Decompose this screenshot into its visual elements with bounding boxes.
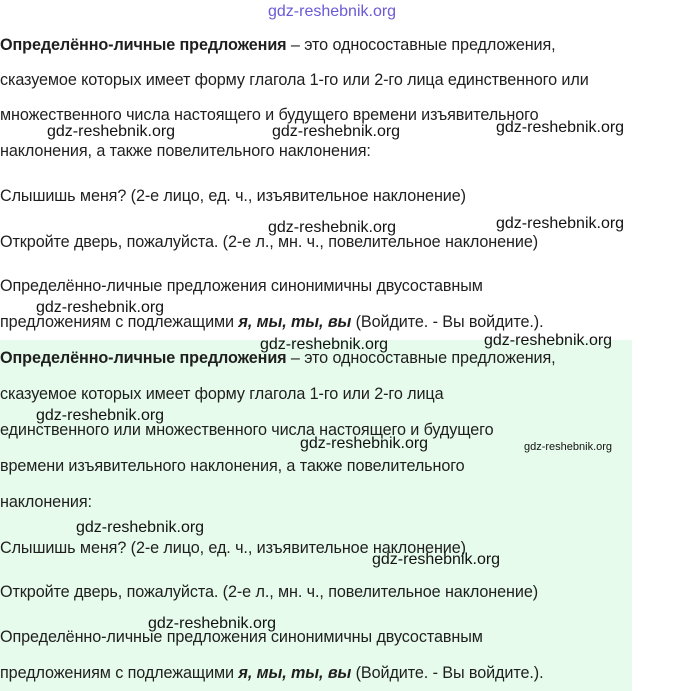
watermark: gdz-reshebnik.org: [496, 119, 625, 136]
pronouns: я, мы, ты, вы: [238, 313, 352, 331]
example-2: Откройте дверь, пожалуйста. (2-е л., мн. ч., повелительное наклонение): [0, 233, 539, 251]
example-2: Откройте дверь, пожалуйста. (2-е л., мн. ч., повелительное наклонение): [0, 583, 539, 601]
watermark: gdz-reshebnik.org: [148, 615, 277, 632]
synonym-line-2: предложениям с подлежащими я, мы, ты, вы (Войдите. - Вы войдите.).: [0, 664, 544, 682]
definition-line-4: наклонения, а также повелительного наклонения:: [0, 142, 371, 160]
watermark: gdz-reshebnik.org: [272, 123, 401, 140]
top-text-block: [0, 0, 680, 340]
watermark: gdz-reshebnik.org: [496, 215, 625, 232]
watermark: gdz-reshebnik.org: [268, 219, 397, 236]
watermark: gdz-reshebnik.org: [260, 336, 389, 353]
definition-line-2: сказуемое которых имеет форму глагола 1-го или 2-го лица единственного или: [0, 71, 589, 89]
term-bold: Определённо-личные предложения: [0, 36, 287, 54]
watermark: gdz-reshebnik.org: [47, 123, 176, 140]
watermark: gdz-reshebnik.org: [484, 332, 613, 349]
example-1: Слышишь меня? (2-е лицо, ед. ч., изъявительное наклонение): [0, 539, 466, 557]
definition-line-1: Определённо-личные предложения – это односоставные предложения,: [0, 36, 556, 54]
watermark: gdz-reshebnik.org: [76, 519, 205, 536]
term-bold: Определённо-личные предложения: [0, 349, 287, 367]
watermark: gdz-reshebnik.org: [300, 435, 429, 452]
watermark: gdz-reshebnik.org: [524, 441, 613, 453]
definition-line-1: Определённо-личные предложения – это односоставные предложения,: [0, 349, 556, 367]
synonym-line-1: Определённо-личные предложения синонимичны двусоставным: [0, 628, 483, 646]
watermark-header: gdz-reshebnik.org: [268, 3, 397, 20]
definition-line-3: множественного числа настоящего и будущего времени изъявительного: [0, 106, 539, 124]
watermark: gdz-reshebnik.org: [36, 299, 165, 316]
pronouns: я, мы, ты, вы: [238, 664, 352, 682]
definition-line-3: единственного или множественного числа настоящего и будущего: [0, 421, 494, 439]
example-1: Слышишь меня? (2-е лицо, ед. ч., изъявительное наклонение): [0, 187, 466, 205]
synonym-line-1: Определённо-личные предложения синонимичны двусоставным: [0, 277, 483, 295]
definition-line-4: времени изъявительного наклонения, а также повелительного: [0, 457, 465, 475]
watermark: gdz-reshebnik.org: [372, 551, 501, 568]
bottom-highlighted-block: [0, 340, 632, 691]
watermark: gdz-reshebnik.org: [36, 407, 165, 424]
definition-line-5: наклонения:: [0, 493, 92, 511]
synonym-line-2: предложениям с подлежащими я, мы, ты, вы (Войдите. - Вы войдите.).: [0, 313, 544, 331]
definition-line-2: сказуемое которых имеет форму глагола 1-го или 2-го лица: [0, 385, 444, 403]
